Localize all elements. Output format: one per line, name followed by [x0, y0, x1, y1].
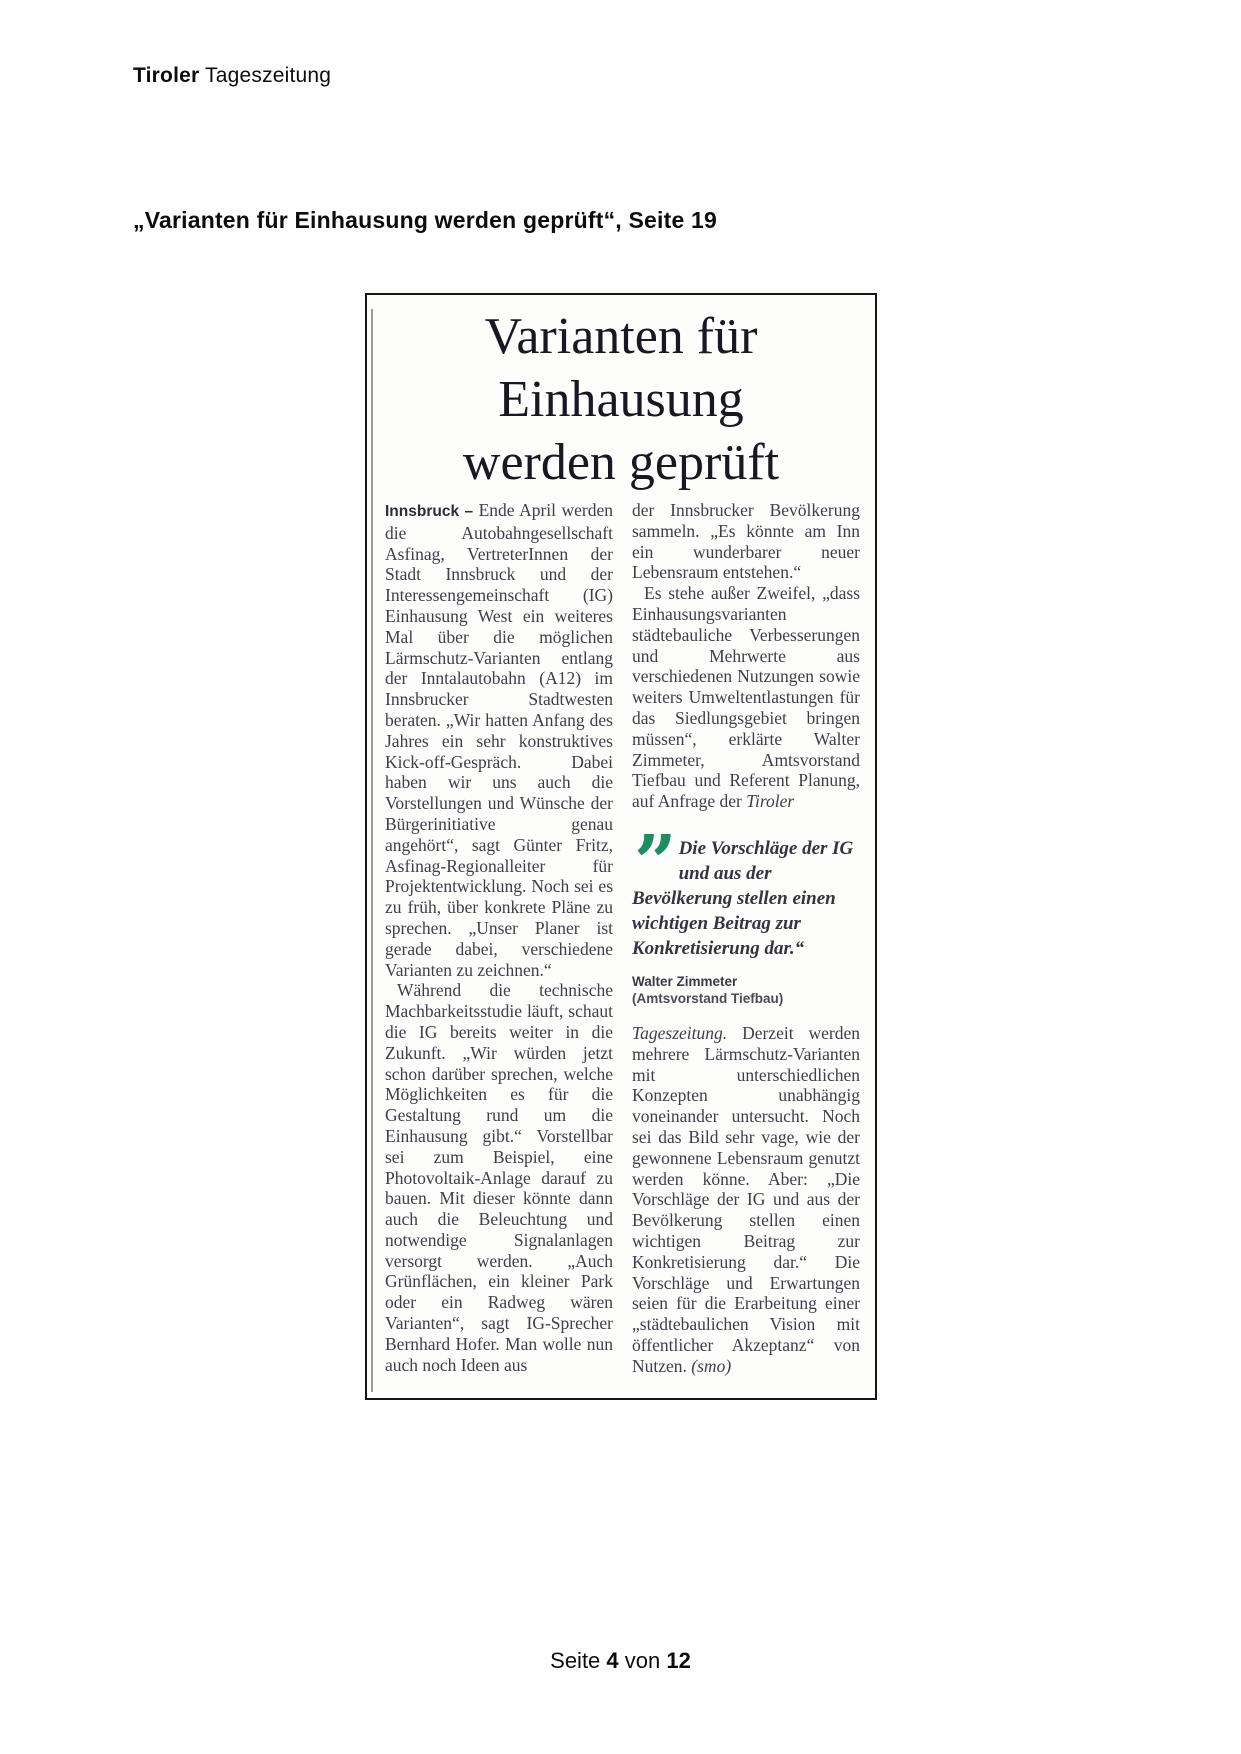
footer-prefix: Seite [550, 1648, 607, 1673]
article-column-left [385, 500, 613, 1377]
masthead-brand-bold: Tiroler [133, 64, 200, 87]
footer-total-pages: 12 [666, 1648, 691, 1673]
paragraph-3-italic: Tiroler [746, 791, 795, 812]
article-column-right [632, 500, 860, 1377]
paragraph-4-italic-lead: Tageszeitung. [632, 1022, 728, 1043]
quote-marks-icon: ” [634, 819, 671, 906]
scan-edge-rule [371, 309, 373, 1392]
quote-attribution-role: (Amtsvorstand Tiefbau) [632, 990, 784, 1006]
footer-middle: von [618, 1648, 667, 1673]
footer-page-number: 4 [606, 1648, 619, 1673]
quote-attribution-name: Walter Zimmeter [632, 973, 738, 989]
paragraph-continuation: der Innsbrucker Bevölkerung sammeln. „Es könnte am Inn ein wunderbarer neuer Lebensraum entstehen.“ [632, 500, 860, 583]
clipping-title-heading: „Varianten für Einhausung werden geprüft“, Seite 19 [133, 207, 718, 233]
article-headline-line3: werden geprüft [462, 434, 780, 491]
article-columns [367, 494, 875, 1377]
paragraph-4-byline: (smo) [691, 1355, 732, 1376]
paragraph-4 [632, 1023, 860, 1377]
paragraph-lead [385, 500, 613, 980]
pull-quote-text: Die Vorschläge der IG und aus der Bevölkerung stellen einen wichtigen Beitrag zur Konkretisierung dar.“ [632, 837, 854, 959]
pull-quote [632, 819, 860, 961]
article-headline-line1: Varianten für [484, 308, 758, 365]
quote-attribution [632, 973, 860, 1007]
dateline-label: Innsbruck – [385, 503, 474, 520]
paragraph-lead-text: Ende April werden die Autobahngesellschaft Asfinag, VertreterInnen der Stadt Innsbruck und der Interessengemeinschaft (IG) Einhausung West ein weiteres Mal über die möglichen Lärmschutz-Varianten entlang der Inntalautobahn (A12) im Innsbrucker Stadtwesten beraten. „Wir hatten Anfang des Jahres ein sehr konstruktives Kick-off-Gespräch. Dabei haben wir uns auch die Vorstellungen und Wünsche der Bürgerinitiative genau angehört“, sagt Günter Fritz, Asfinag-Regionalleiter für Projektentwicklung. Noch sei es zu früh, über konkrete Pläne zu sprechen. „Unser Planer ist gerade dabei, verschiedene Varianten zu zeichnen.“ [385, 500, 613, 980]
newspaper-clipping-box [365, 293, 877, 1400]
article-headline-line2: Einhausung [498, 371, 744, 428]
page-footer [0, 1648, 1241, 1674]
paragraph-3-text: Es stehe außer Zweifel, „dass Einhausungsvarianten städtebauliche Verbesserungen und Mehrwerte aus verschiedenen Nutzungen sowie weiters Umweltentlastungen für das Siedlungsgebiet bringen müssen“, erklärte Walter Zimmeter, Amtsvorstand Tiefbau und Referent Planung, auf Anfrage der [632, 583, 860, 812]
paragraph-2: Während die technische Machbarkeitsstudie läuft, schaut die IG bereits weiter in die Zukunft. „Wir würden jetzt schon darüber sprechen, welche Möglichkeiten es für die Gestaltung rund um die Einhausung gibt.“ Vorstellbar sei zum Beispiel, eine Photovoltaik-Anlage darauf zu bauen. Mit dieser könnte dann auch die Beleuchtung und notwendige Signalanlagen versorgt werden. „Auch Grünflächen, ein kleiner Park oder ein Radweg wären Varianten“, sagt IG-Sprecher Bernhard Hofer. Man wolle nun auch noch Ideen aus [385, 980, 613, 1375]
paragraph-4-text: Derzeit werden mehrere Lärmschutz-Varianten mit unterschiedlichen Konzepten unabhängig voneinander untersucht. Noch sei das Bild sehr vage, wie der gewonnene Lebensraum genutzt werden könne. Aber: „Die Vorschläge der IG und aus der Bevölkerung stellen einen wichtigen Beitrag zur Konkretisierung dar.“ Die Vorschläge und Erwartungen seien für die Erarbeitung einer „städtebaulichen Vision mit öffentlicher Akzeptanz“ von Nutzen. [632, 1022, 860, 1376]
paragraph-3 [632, 583, 860, 812]
masthead-brand-regular: Tageszeitung [199, 64, 332, 87]
masthead [133, 64, 331, 88]
article-headline [367, 305, 875, 494]
